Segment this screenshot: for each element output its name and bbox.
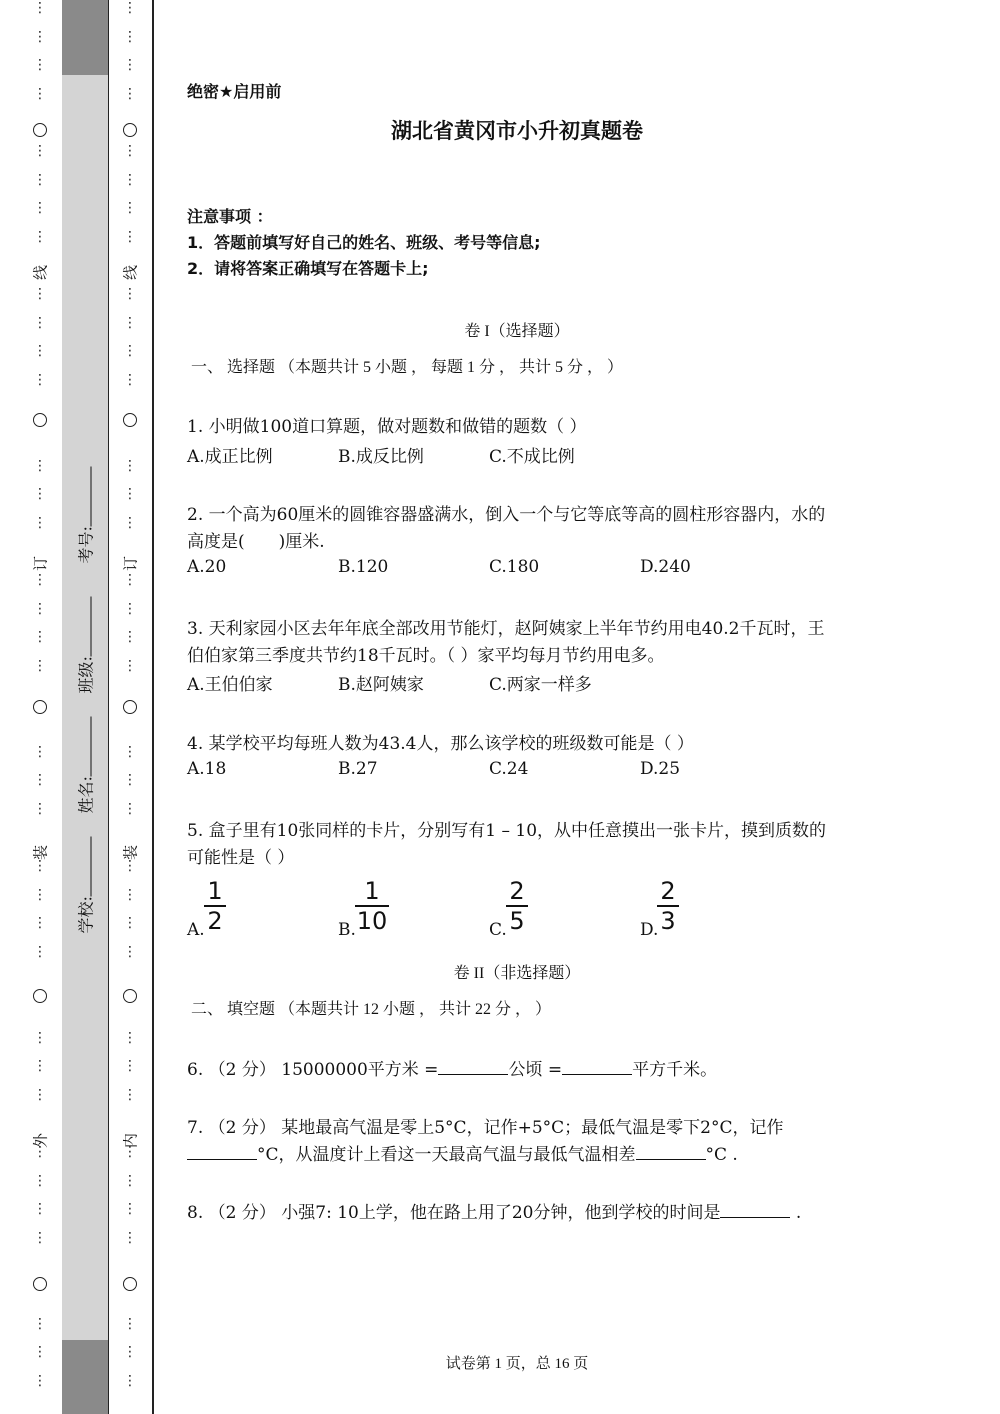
margin-dot: ⋮ <box>123 1086 137 1103</box>
margin-dot: ⋮ <box>33 915 47 932</box>
q2-option-d: D.240 <box>640 557 691 577</box>
q6-blank-1[interactable] <box>438 1060 508 1075</box>
margin-circle <box>123 1277 137 1291</box>
margin-dot: ⋮ <box>123 314 137 331</box>
q7-line2-a: °C，从温度计上看这一天最高气温与最低气温相差 <box>257 1145 636 1165</box>
q7-line2-b: °C . <box>705 1145 738 1165</box>
margin-dot: ⋮ <box>33 314 47 331</box>
margin-dot: ⋮ <box>33 514 47 531</box>
margin-dot: ⋮ <box>33 57 47 74</box>
question-3-line1: 3. 天利家园小区去年年底全部改用节能灯，赵阿姨家上半年节约用电40.2千瓦时，王 <box>187 619 825 639</box>
q5-option-c-fraction <box>506 878 528 934</box>
q5-option-a-label: A. <box>187 920 205 940</box>
question-5-line2: 可能性是（ ） <box>187 848 295 868</box>
margin-dot: ⋮ <box>33 600 47 617</box>
margin-dot: ⋮ <box>33 200 47 217</box>
margin-circle <box>123 123 137 137</box>
margin-dot: ⋮ <box>33 343 47 360</box>
margin-dot: ⋮ <box>33 800 47 817</box>
q5-option-c-label: C. <box>489 920 507 940</box>
question-7-line2 <box>187 1140 738 1165</box>
margin-circle <box>33 1277 47 1291</box>
margin-dot: ⋮ <box>123 800 137 817</box>
margin-dot: ⋮ <box>123 572 137 588</box>
margin-circle <box>123 413 137 427</box>
q8-suffix: . <box>790 1203 802 1223</box>
q1-option-a: A.成正比例 <box>187 447 273 467</box>
margin-dot: ⋮ <box>33 85 47 102</box>
margin-dot: ⋮ <box>33 1086 47 1103</box>
margin-circle <box>123 700 137 714</box>
margin-dot: ⋮ <box>123 1029 137 1046</box>
q1-option-b: B.成反比例 <box>338 447 424 467</box>
margin-dot: ⋮ <box>123 514 137 531</box>
q4-option-c: C.24 <box>489 759 529 779</box>
margin-char-nei: 内 <box>121 1133 140 1149</box>
section1-heading: 一、 选择题 （本题共计 5 小题 ， 每题 1 分 ， 共计 5 分 ， ） <box>191 359 624 376</box>
margin-circle <box>33 700 47 714</box>
margin-char-xian-outer: 线 <box>31 265 50 281</box>
q5-c-denominator: 5 <box>509 907 525 935</box>
margin-dot: ⋮ <box>123 915 137 932</box>
q2-option-b: B.120 <box>338 557 389 577</box>
margin-dot: ⋮ <box>33 1344 47 1361</box>
question-5-line1: 5. 盒子里有10张同样的卡片，分别写有1 – 10，从中任意摸出一张卡片，摸到质数的 <box>187 821 827 841</box>
q8-prefix: 8. （2 分） 小强7: 10上学，他在路上用了20分钟，他到学校的时间是 <box>187 1203 721 1223</box>
outer-dotted-column <box>28 0 52 1414</box>
margin-dot: ⋮ <box>123 143 137 159</box>
margin-dot: ⋮ <box>123 600 137 617</box>
q4-option-d: D.25 <box>640 759 681 779</box>
question-3-line2: 伯伯家第三季度共节约18千瓦时。（ ）家平均每月节约用电多。 <box>187 646 665 666</box>
q5-option-d-label: D. <box>640 920 659 940</box>
margin-circle <box>123 989 137 1003</box>
margin-gray-band <box>62 75 108 1340</box>
q5-option-d-fraction <box>657 878 679 934</box>
part2-title: 卷 II（非选择题） <box>453 965 581 982</box>
q6-prefix: 6. （2 分） 15000000平方米 = <box>187 1060 439 1080</box>
question-8 <box>187 1198 801 1223</box>
margin-dot: ⋮ <box>123 1058 137 1075</box>
margin-dot: ⋮ <box>33 28 47 45</box>
margin-dot: ⋮ <box>33 1058 47 1075</box>
margin-dot: ⋮ <box>33 286 47 302</box>
margin-field-school: 学校: <box>74 890 97 934</box>
question-4: 4. 某学校平均每班人数为43.4人，那么该学校的班级数可能是（ ） <box>187 734 694 754</box>
q5-option-b-fraction <box>355 878 389 934</box>
question-6 <box>187 1055 717 1080</box>
q1-option-c: C.不成比例 <box>489 447 575 467</box>
q7-blank-2[interactable] <box>636 1145 706 1160</box>
margin-dot: ⋮ <box>123 28 137 45</box>
q2-option-c: C.180 <box>489 557 540 577</box>
q3-option-a: A.王伯伯家 <box>187 675 273 695</box>
margin-dot: ⋮ <box>33 772 47 789</box>
page-footer: 试卷第 1 页，总 16 页 <box>445 1356 589 1372</box>
margin-dot: ⋮ <box>33 457 47 474</box>
margin-dot: ⋮ <box>123 1201 137 1218</box>
margin-dot: ⋮ <box>123 1229 137 1246</box>
q6-mid: 公顷 = <box>508 1060 563 1080</box>
question-7-line1: 7. （2 分） 某地最高气温是零上5°C，记作+5°C；最低气温是零下2°C，记作 <box>187 1118 784 1138</box>
q5-b-denominator: 10 <box>356 907 388 935</box>
margin-circle <box>33 413 47 427</box>
q2-option-a: A.20 <box>187 557 227 577</box>
margin-dot: ⋮ <box>123 657 137 674</box>
margin-dot: ⋮ <box>123 629 137 646</box>
q3-option-c: C.两家一样多 <box>489 675 592 695</box>
margin-dot: ⋮ <box>123 943 137 960</box>
margin-dot: ⋮ <box>123 1144 137 1160</box>
q5-option-b-label: B. <box>338 920 356 940</box>
margin-dot: ⋮ <box>123 85 137 102</box>
margin-dot: ⋮ <box>123 171 137 188</box>
margin-dot: ⋮ <box>123 228 137 245</box>
margin-dot: ⋮ <box>123 200 137 217</box>
margin-dot: ⋮ <box>123 886 137 903</box>
margin-dot: ⋮ <box>123 286 137 302</box>
q7-blank-1[interactable] <box>187 1145 257 1160</box>
margin-gray-top <box>62 0 108 75</box>
q5-c-numerator: 2 <box>509 877 525 905</box>
margin-char-wai: 外 <box>31 1133 50 1149</box>
part1-title: 卷 I（选择题） <box>464 323 570 340</box>
margin-field-name: 姓名: <box>74 770 97 814</box>
margin-dot: ⋮ <box>33 0 47 16</box>
section2-heading: 二、 填空题 （本题共计 12 小题 ， 共计 22 分 ， ） <box>191 1001 552 1018</box>
margin-dot: ⋮ <box>33 1201 47 1218</box>
margin-dot: ⋮ <box>33 1144 47 1160</box>
margin-dot: ⋮ <box>33 858 47 874</box>
margin-dot: ⋮ <box>33 657 47 674</box>
q4-option-b: B.27 <box>338 759 378 779</box>
margin-char-ding-outer: 订 <box>31 556 50 572</box>
inner-dotted-column <box>118 0 142 1414</box>
margin-dot: ⋮ <box>123 371 137 388</box>
q8-blank[interactable] <box>720 1203 790 1218</box>
margin-circle <box>33 123 47 137</box>
q6-blank-2[interactable] <box>562 1060 632 1075</box>
margin-char-zhuang-outer: 装 <box>31 845 50 861</box>
margin-dot: ⋮ <box>123 486 137 503</box>
notice-heading: 注意事项 ： <box>187 207 273 226</box>
margin-line-edge <box>152 0 154 1414</box>
margin-dot: ⋮ <box>33 572 47 588</box>
margin-dot: ⋮ <box>123 1172 137 1189</box>
page-title: 湖北省黄冈市小升初真题卷 <box>391 119 643 143</box>
margin-dot: ⋮ <box>33 143 47 159</box>
margin-dot: ⋮ <box>33 629 47 646</box>
margin-dot: ⋮ <box>33 943 47 960</box>
q5-d-denominator: 3 <box>660 907 676 935</box>
question-2-line1: 2. 一个高为60厘米的圆锥容器盛满水，倒入一个与它等底等高的圆柱形容器内，水的 <box>187 505 826 525</box>
margin-dot: ⋮ <box>123 57 137 74</box>
margin-dot: ⋮ <box>33 228 47 245</box>
margin-dot: ⋮ <box>123 457 137 474</box>
q6-suffix: 平方千米。 <box>632 1060 718 1080</box>
question-1: 1. 小明做100道口算题，做对题数和做错的题数（ ） <box>187 417 587 437</box>
margin-dot: ⋮ <box>33 1372 47 1389</box>
margin-dot: ⋮ <box>123 1372 137 1389</box>
notice-item-2: 2．请将答案正确填写在答题卡上; <box>187 259 429 278</box>
q5-a-numerator: 1 <box>207 877 223 905</box>
secret-label: 绝密★启用前 <box>187 82 282 101</box>
margin-dot: ⋮ <box>33 1229 47 1246</box>
margin-field-exam-number: 考号: <box>74 520 97 564</box>
q3-option-b: B.赵阿姨家 <box>338 675 424 695</box>
margin-dot: ⋮ <box>123 1315 137 1332</box>
margin-dot: ⋮ <box>33 371 47 388</box>
margin-dot: ⋮ <box>33 1029 47 1046</box>
margin-dot: ⋮ <box>33 486 47 503</box>
margin-char-ding-inner: 订 <box>121 556 140 572</box>
margin-char-xian-inner: 线 <box>121 265 140 281</box>
margin-dot: ⋮ <box>33 743 47 760</box>
q5-d-numerator: 2 <box>660 877 676 905</box>
margin-dot: ⋮ <box>123 343 137 360</box>
margin-dot: ⋮ <box>33 886 47 903</box>
q5-option-a-fraction <box>204 878 226 934</box>
margin-circle <box>33 989 47 1003</box>
margin-dot: ⋮ <box>123 858 137 874</box>
notice-item-1: 1．答题前填写好自己的姓名、班级、考号等信息; <box>187 233 541 252</box>
margin-field-class: 班级: <box>74 650 97 694</box>
margin-dot: ⋮ <box>123 0 137 16</box>
margin-char-zhuang-inner: 装 <box>121 845 140 861</box>
margin-gray-bottom <box>62 1340 108 1414</box>
margin-dot: ⋮ <box>123 772 137 789</box>
margin-dot: ⋮ <box>33 171 47 188</box>
margin-dot: ⋮ <box>123 1344 137 1361</box>
margin-dot: ⋮ <box>33 1172 47 1189</box>
margin-dot: ⋮ <box>123 743 137 760</box>
q5-b-numerator: 1 <box>364 877 380 905</box>
margin-dot: ⋮ <box>33 1315 47 1332</box>
q4-option-a: A.18 <box>187 759 227 779</box>
question-2-line2: 高度是( )厘米. <box>187 532 325 552</box>
q5-a-denominator: 2 <box>207 907 223 935</box>
